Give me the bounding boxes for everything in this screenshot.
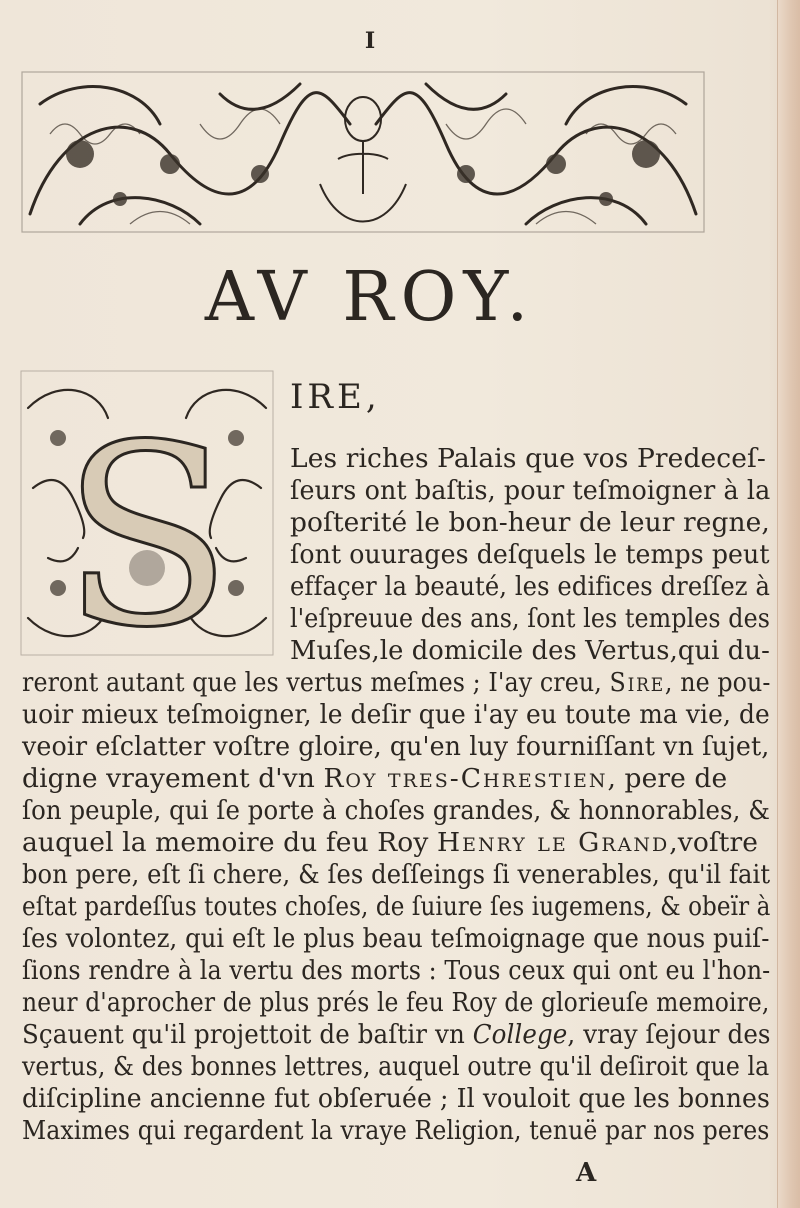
text-line-12: ſon peuple, qui ſe porte à choſes grandes, & honnorables, &: [22, 795, 771, 826]
text-line-20: vertus, & des bonnes lettres, auquel outre qu'il deſiroit que la: [22, 1051, 770, 1082]
text-line-9: uoir mieux teſmoigner, le deſir que i'ay eu toute ma vie, de: [22, 699, 770, 730]
text-line-7: Muſes,le domicile des Vertus,qui du-: [290, 635, 770, 666]
text-line-6: l'eſpreuue des ans, ſont les temples des: [290, 603, 771, 634]
text-line-4: ſont ouurages deſquels le temps peut: [290, 539, 770, 570]
text-line-21: diſcipline ancienne fut obſeruée ; Il vouloit que les bonnes: [22, 1083, 770, 1114]
sire-name: Sire: [609, 667, 665, 698]
text-line-11: digne vrayement d'vn Roy tres-Chrestien, pere de: [22, 763, 728, 794]
signature-mark: A: [576, 1158, 597, 1188]
text-line-3: poſterité le bon-heur de leur regne,: [290, 507, 770, 538]
folio-number: I: [364, 28, 376, 54]
decorated-initial-s: [18, 368, 276, 658]
henry-le-grand: Henry le Grand: [436, 827, 670, 858]
svg-text:S: S: [61, 391, 233, 658]
text-line-10: veoir eſclatter voſtre gloire, qu'en luy fourniſſant vn ſujet,: [22, 731, 770, 762]
text-line-1: Les riches Palais que vos Predeceſ-: [290, 443, 766, 474]
salutation: IRE,: [290, 377, 381, 417]
text-line-17: ſions rendre à la vertu des morts : Tous ceux qui ont eu l'hon-: [22, 955, 771, 986]
college-word: College: [472, 1019, 568, 1050]
text-line-13: auquel la memoire du feu Roy Henry le Grand,voſtre: [22, 827, 759, 858]
text-line-8: reront autant que les vertus meſmes ; I'ay creu, Sire, ne pou-: [22, 667, 771, 698]
text-line-18: neur d'aprocher de plus prés le feu Roy de glorieuſe memoire,: [22, 987, 770, 1018]
text-line-19: Sçauent qu'il projettoit de baſtir vn College, vray ſejour des: [22, 1019, 771, 1050]
text-line-14: bon pere, eſt ſi chere, & ſes deſſeings ſi venerables, qu'il fait: [22, 859, 771, 890]
page-title: AV ROY.: [204, 258, 536, 337]
roy-tres-chrestien: Roy tres-Chrestien: [323, 763, 608, 794]
ornamental-headpiece: [20, 64, 706, 240]
text-line-2: ſeurs ont baſtis, pour teſmoigner à la: [290, 475, 771, 506]
page-edge: [777, 0, 800, 1208]
text-line-5: effaçer la beauté, les edifices dreſſez à: [290, 571, 770, 602]
text-line-22: Maximes qui regardent la vraye Religion, tenuë par nos peres: [22, 1115, 770, 1146]
text-line-15: eſtat pardeſſus toutes choſes, de ſuiure ſes iugemens, & obeïr à: [22, 891, 771, 922]
text-line-16: ſes volontez, qui eſt le plus beau teſmoignage que nous puiſ-: [22, 923, 770, 954]
